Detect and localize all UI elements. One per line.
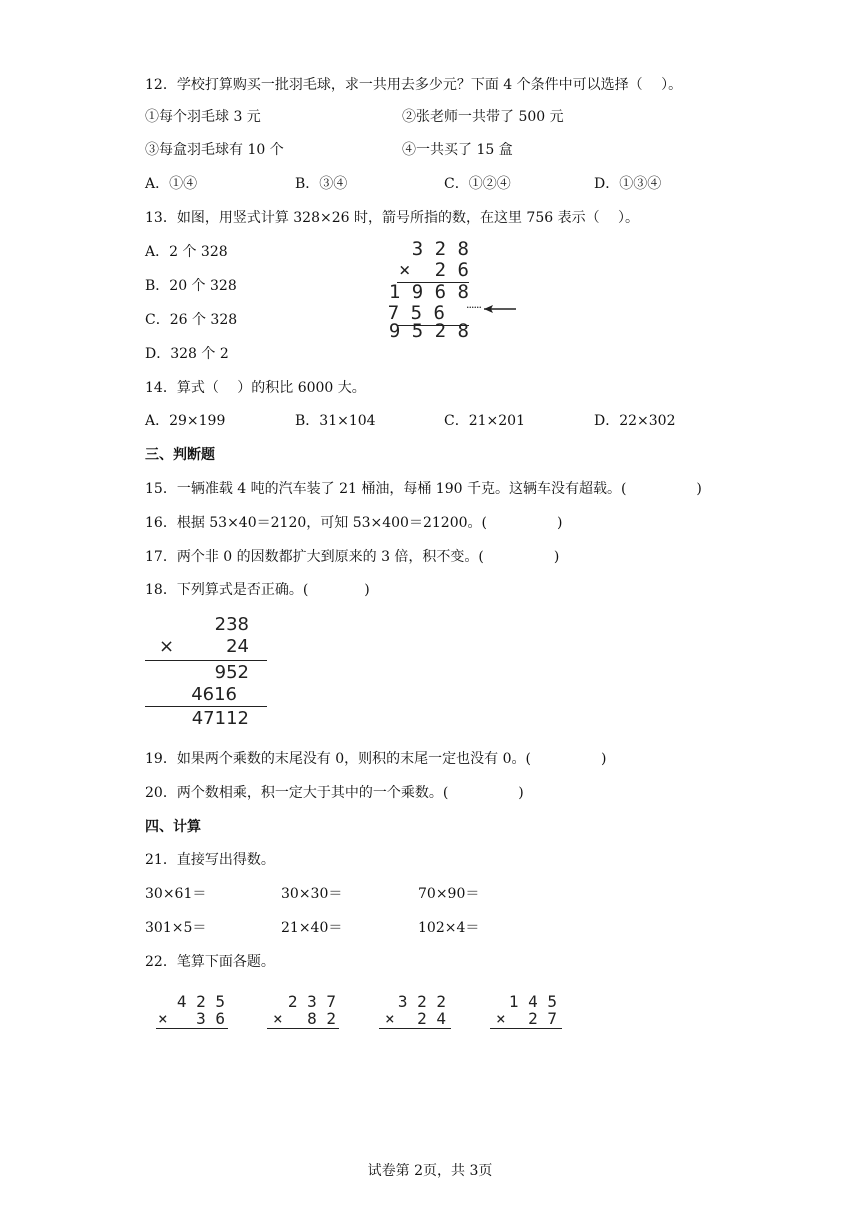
section-heading-calculation: 四、计算 [145,819,201,835]
q22-times-sign: × [273,1009,283,1028]
q22-problem [156,994,228,1030]
q21-item: 21×40＝ [281,920,343,936]
q22-bottom-number: 2 7 [528,1009,557,1028]
q13-arrow-dots: ······ [466,301,481,314]
q22-rule [379,1028,451,1029]
q21-item: 30×61＝ [145,886,207,902]
q18-rule-1 [145,660,267,661]
q22-top-number: 2 3 7 [287,992,336,1011]
q22-bottom-number: 8 2 [307,1009,336,1028]
q21-stem: 21．直接写出得数。 [145,852,275,868]
q12-option-d[interactable]: D．①③④ [594,176,662,192]
q13-arrow-icon [482,303,518,315]
q22-bottom-number: 3 6 [196,1009,225,1028]
q22-problem [267,994,339,1030]
q13-times-sign: × [399,259,411,281]
q18-vertical-calculation [145,614,267,730]
q13-option-d[interactable]: D．328 个 2 [145,346,229,362]
page-footer: 试卷第 2页，共 3页 [367,1163,493,1179]
q12-option-a[interactable]: A．①④ [145,176,198,192]
section-heading-judgment: 三、判断题 [145,447,215,463]
q12-condition-3: ③每盒羽毛球有 10 个 [145,142,284,158]
q17-stem: 17．两个非 0 的因数都扩大到原来的 3 倍，积不变。( ) [145,549,560,565]
q22-times-sign: × [385,1009,395,1028]
q13-stem: 13．如图，用竖式计算 328×26 时，箭号所指的数，在这里 756 表示（ ）。 [145,210,640,226]
q22-problem [379,994,451,1030]
q18-partial-2: 4616 [191,684,237,705]
q13-vertical-calculation [387,238,469,342]
q13-multiplicand: 3 2 8 [411,238,469,260]
q13-option-a[interactable]: A．2 个 328 [145,244,228,260]
q16-stem: 16．根据 53×40＝2120，可知 53×400＝21200。( ) [145,515,563,531]
q22-problem [490,994,562,1030]
q14-option-c[interactable]: C．21×201 [444,413,525,429]
q14-option-a[interactable]: A．29×199 [145,413,226,429]
q15-stem: 15．一辆准载 4 吨的汽车装了 21 桶油，每桶 190 千克。这辆车没有超载。( ) [145,481,702,497]
q13-product: 9 5 2 8 [388,320,469,342]
q18-product: 47112 [191,708,249,729]
q22-rule [156,1028,228,1029]
q13-partial-2: 7 5 6 [387,302,445,324]
q22-top-number: 3 2 2 [397,992,446,1011]
q12-option-b[interactable]: B．③④ [295,176,348,192]
q22-times-sign: × [496,1009,506,1028]
q14-stem: 14．算式（ ）的积比 6000 大。 [145,380,366,396]
q20-stem: 20．两个数相乘，积一定大于其中的一个乘数。( ) [145,785,524,801]
q13-option-b[interactable]: B．20 个 328 [145,278,237,294]
q14-option-d[interactable]: D．22×302 [594,413,676,429]
q22-times-sign: × [158,1009,168,1028]
q13-partial-1: 1 9 6 8 [388,281,469,303]
q22-top-number: 1 4 5 [508,992,557,1011]
q21-item: 30×30＝ [281,886,343,902]
q22-bottom-number: 2 4 [417,1009,446,1028]
q12-condition-2: ②张老师一共带了 500 元 [402,109,564,125]
q22-rule [490,1028,562,1029]
q14-option-b[interactable]: B．31×104 [295,413,376,429]
q18-multiplier: 24 [226,636,249,657]
q19-stem: 19．如果两个乘数的末尾没有 0，则积的末尾一定也没有 0。( ) [145,751,607,767]
q12-condition-1: ①每个羽毛球 3 元 [145,109,261,125]
q12-stem: 12．学校打算购买一批羽毛球，求一共用去多少元？下面 4 个条件中可以选择（ ）。 [145,77,683,93]
q12-condition-4: ④一共买了 15 盒 [402,142,513,158]
q13-multiplier: 2 6 [434,259,469,281]
q18-multiplicand: 238 [214,614,249,635]
q13-option-c[interactable]: C．26 个 328 [145,312,238,328]
q18-stem: 18．下列算式是否正确。( ) [145,582,370,598]
q21-item: 301×5＝ [145,920,207,936]
q21-item: 70×90＝ [418,886,480,902]
q18-times-sign: × [159,636,175,657]
q18-partial-1: 952 [214,662,249,683]
q22-top-number: 4 2 5 [176,992,225,1011]
q18-rule-2 [145,706,267,707]
q22-rule [267,1028,339,1029]
q21-item: 102×4＝ [418,920,480,936]
q22-stem: 22．笔算下面各题。 [145,954,275,970]
q12-option-c[interactable]: C．①②④ [444,176,511,192]
